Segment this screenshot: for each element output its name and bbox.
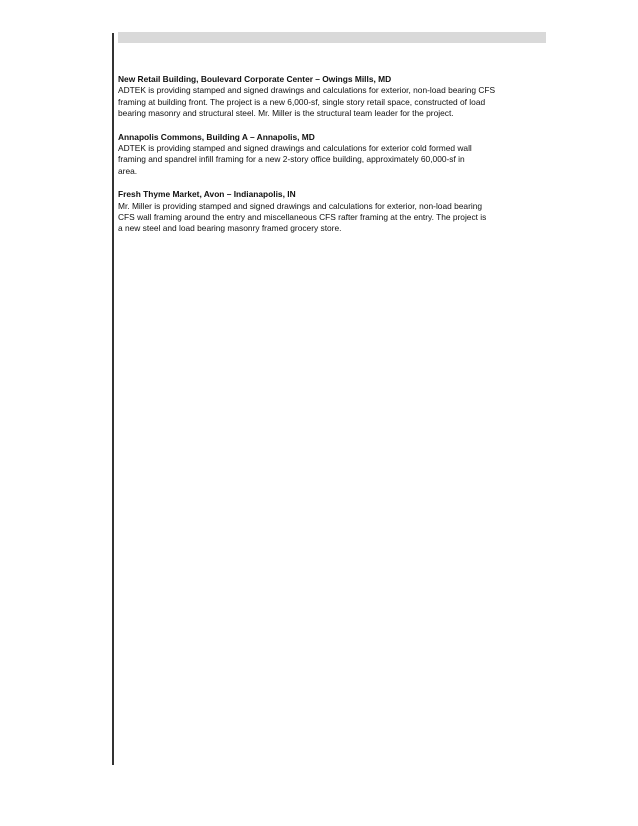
left-margin-rule	[112, 33, 114, 765]
project-description	[118, 201, 548, 235]
project-description	[118, 143, 548, 177]
description-line: framing at building front. The project is a new 6,000-sf, single story retail space, constructed of load	[118, 96, 486, 107]
description-line: ADTEK is providing stamped and signed drawings and calculations for exterior, non-load bearing CFS	[118, 85, 496, 96]
description-line: bearing masonry and structural steel. Mr. Miller is the structural team leader for the project.	[118, 108, 454, 119]
description-line: framing and spandrel infill framing for a new 2-story office building, approximately 60,000-sf in	[118, 154, 465, 165]
description-line: CFS wall framing around the entry and miscellaneous CFS rafter framing at the entry. The project is	[118, 212, 487, 223]
description-line: a new steel and load bearing masonry framed grocery store.	[118, 223, 342, 234]
header-bar	[118, 32, 546, 43]
description-line: area.	[118, 165, 138, 176]
project-title: Annapolis Commons, Building A – Annapolis, MD	[118, 131, 315, 142]
project-item	[118, 74, 548, 120]
project-item	[118, 189, 548, 235]
project-title: Fresh Thyme Market, Avon – Indianapolis, IN	[118, 189, 296, 200]
project-title: New Retail Building, Boulevard Corporate Center – Owings Mills, MD	[118, 74, 392, 84]
project-item	[118, 132, 548, 178]
description-line: ADTEK is providing stamped and signed drawings and calculations for exterior cold formed wall	[118, 143, 472, 154]
description-line: Mr. Miller is providing stamped and signed drawings and calculations for exterior, non-load bearing	[118, 200, 483, 211]
project-list	[118, 74, 548, 247]
project-description	[118, 85, 548, 119]
